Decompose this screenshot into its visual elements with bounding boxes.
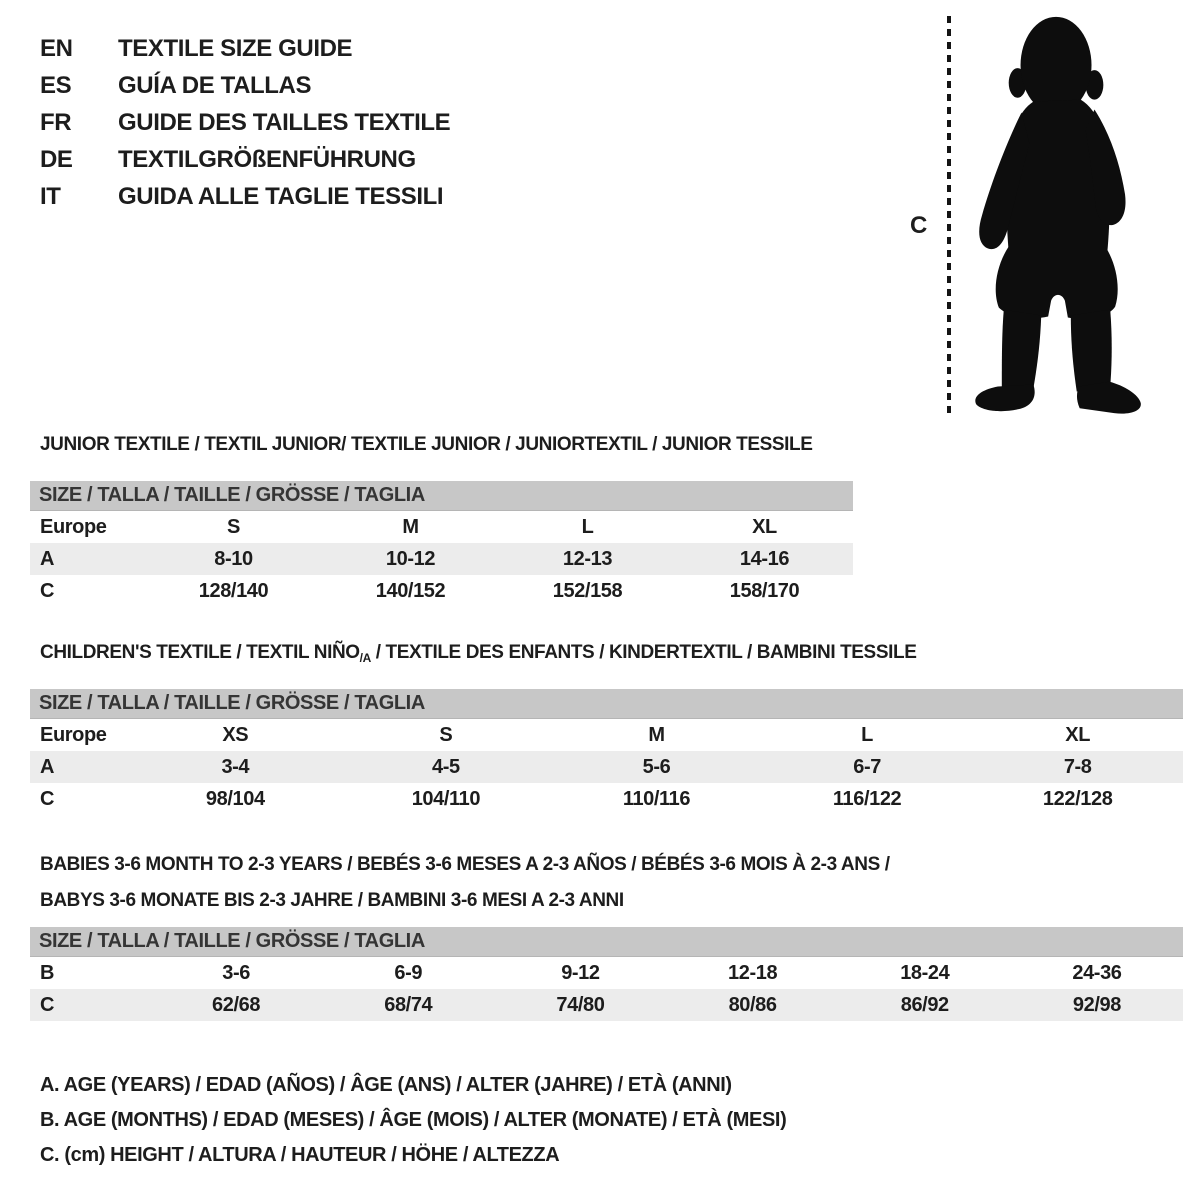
table-row-months [30, 957, 1183, 989]
junior-size-table [30, 481, 853, 607]
babies-heading-line2: BABYS 3-6 MONATE BIS 2-3 JAHRE / BAMBINI 3-6 MESI A 2-3 ANNI [40, 890, 624, 911]
height-dashed-line [947, 16, 951, 418]
table-row-age [30, 751, 1183, 783]
language-code: DE [40, 145, 73, 173]
height-cell: 62/68 [212, 993, 261, 1016]
language-row-it [40, 178, 450, 215]
size-cell: M [402, 515, 419, 538]
months-cell: 18-24 [900, 961, 950, 984]
height-cell: 110/116 [622, 787, 691, 810]
age-cell: 4-5 [432, 755, 460, 778]
children-heading-text: CHILDREN'S TEXTILE / TEXTIL NIÑO [40, 642, 360, 663]
months-cell: 24-36 [1072, 961, 1122, 984]
size-header-bar [30, 481, 853, 511]
language-row-es [40, 67, 450, 104]
size-cell: S [439, 723, 453, 746]
toddler-silhouette-icon [963, 8, 1153, 422]
children-heading-text: / TEXTILE DES ENFANTS / KINDERTEXTIL / BAMBINI TESSILE [370, 642, 917, 663]
table-row-height [30, 989, 1183, 1021]
size-cell: XL [752, 515, 777, 538]
age-cell: 12-13 [562, 547, 613, 570]
guide-title: GUÍA DE TALLAS [118, 71, 312, 99]
size-header-bar [30, 927, 1183, 957]
size-cell: L [581, 515, 594, 538]
table-row-europe [30, 719, 1183, 751]
legend-age-years: A. AGE (YEARS) / EDAD (AÑOS) / ÂGE (ANS) / ALTER (JAHRE) / ETÀ (ANNI) [40, 1074, 732, 1096]
children-section-heading [40, 642, 916, 665]
row-label: A [40, 547, 55, 570]
legend-height-cm: C. (cm) HEIGHT / ALTURA / HAUTEUR / HÖHE / ALTEZZA [40, 1144, 560, 1166]
height-cell: 74/80 [556, 993, 605, 1016]
size-cell: XL [1065, 723, 1091, 746]
row-label: C [40, 579, 55, 602]
language-code: IT [40, 182, 61, 210]
row-label: Europe [40, 723, 107, 746]
table-row-height [30, 783, 1183, 815]
babies-size-table [30, 927, 1183, 1021]
age-cell: 14-16 [739, 547, 790, 570]
table-row-age [30, 543, 853, 575]
guide-title: GUIDA ALLE TAGLIE TESSILI [118, 182, 444, 210]
months-cell: 6-9 [394, 961, 423, 984]
language-row-en [40, 30, 450, 67]
babies-section-heading [40, 847, 890, 919]
age-cell: 8-10 [214, 547, 253, 570]
table-row-height [30, 575, 853, 607]
children-heading-subscript: /A [359, 651, 371, 665]
height-cell: 158/170 [729, 579, 800, 602]
size-cell: S [227, 515, 240, 538]
months-cell: 9-12 [561, 961, 600, 984]
height-measure-label: C [910, 212, 927, 239]
language-row-fr [40, 104, 450, 141]
children-size-table [30, 689, 1183, 815]
age-cell: 5-6 [642, 755, 671, 778]
language-code: ES [40, 71, 72, 99]
language-row-de [40, 141, 450, 178]
age-cell: 3-4 [221, 755, 250, 778]
language-code: EN [40, 34, 73, 62]
height-cell: 128/140 [198, 579, 269, 602]
row-label: C [40, 993, 55, 1016]
height-cell: 92/98 [1072, 993, 1121, 1016]
junior-section-heading: JUNIOR TEXTILE / TEXTIL JUNIOR/ TEXTILE JUNIOR / JUNIORTEXTIL / JUNIOR TESSILE [40, 434, 813, 455]
height-cell: 122/128 [1042, 787, 1113, 810]
table-row-europe [30, 511, 853, 543]
guide-title: GUIDE DES TAILLES TEXTILE [118, 108, 451, 136]
size-header-label: SIZE / TALLA / TAILLE / GRÖSSE / TAGLIA [39, 484, 425, 506]
months-cell: 3-6 [222, 961, 250, 984]
size-header-bar [30, 689, 1183, 719]
size-cell: XS [222, 723, 249, 746]
height-cell: 80/86 [728, 993, 777, 1016]
height-cell: 140/152 [375, 579, 446, 602]
age-cell: 10-12 [385, 547, 436, 570]
size-cell: M [648, 723, 665, 746]
age-cell: 6-7 [853, 755, 881, 778]
height-cell: 98/104 [205, 787, 265, 810]
height-cell: 116/122 [832, 787, 902, 810]
height-cell: 68/74 [384, 993, 433, 1016]
language-title-list [40, 30, 450, 215]
row-label: C [40, 787, 55, 810]
language-code: FR [40, 108, 72, 136]
legend-age-months: B. AGE (MONTHS) / EDAD (MESES) / ÂGE (MOIS) / ALTER (MONATE) / ETÀ (MESI) [40, 1109, 787, 1131]
guide-title: TEXTILE SIZE GUIDE [118, 34, 353, 62]
babies-heading-line1: BABIES 3-6 MONTH TO 2-3 YEARS / BEBÉS 3-6 MESES A 2-3 AÑOS / BÉBÉS 3-6 MOIS À 2-3 ANS / [40, 854, 890, 875]
age-cell: 7-8 [1063, 755, 1092, 778]
row-label: Europe [40, 515, 107, 538]
size-header-label: SIZE / TALLA / TAILLE / GRÖSSE / TAGLIA [39, 692, 425, 714]
size-cell: L [861, 723, 873, 746]
height-cell: 86/92 [900, 993, 949, 1016]
row-label: A [40, 755, 55, 778]
measure-legend [40, 1068, 786, 1173]
height-cell: 104/110 [411, 787, 481, 810]
months-cell: 12-18 [728, 961, 778, 984]
height-cell: 152/158 [552, 579, 623, 602]
row-label: B [40, 961, 55, 984]
size-header-label: SIZE / TALLA / TAILLE / GRÖSSE / TAGLIA [39, 930, 425, 952]
guide-title: TEXTILGRÖßENFÜHRUNG [118, 145, 416, 173]
